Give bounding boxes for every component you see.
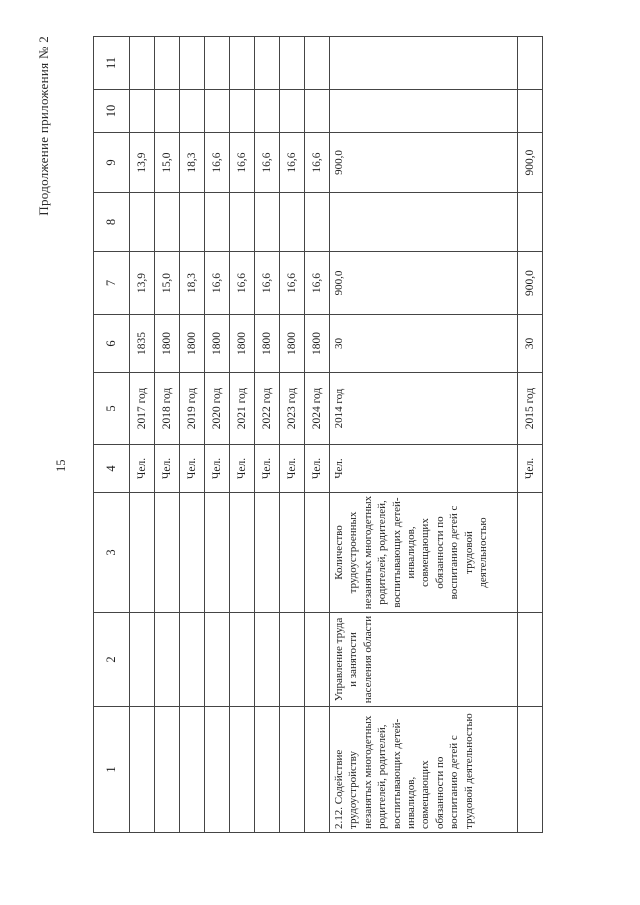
table-cell: [205, 37, 230, 90]
table-cell: Управление труда и занятости населения области: [330, 613, 518, 707]
table-cell: [230, 37, 255, 90]
table-cell: [280, 37, 305, 90]
column-number-cell: 5: [94, 373, 130, 445]
table-cell: [205, 707, 230, 833]
table-cell: 1800: [280, 315, 305, 373]
table-cell: 13,9: [130, 133, 155, 193]
table-cell: [280, 493, 305, 613]
table-cell: [230, 707, 255, 833]
page-number: 15: [54, 459, 68, 472]
table-body: [130, 37, 543, 833]
table-cell: 1800: [180, 315, 205, 373]
row-measure-2-12: [330, 37, 518, 833]
row-2024: [305, 37, 330, 833]
table-cell: [518, 90, 543, 133]
table-cell: [230, 613, 255, 707]
table-cell: Чел.: [330, 445, 518, 493]
table-cell: 1800: [155, 315, 180, 373]
column-number-cell: 4: [94, 445, 130, 493]
table-cell: Чел.: [130, 445, 155, 493]
table-cell: [180, 613, 205, 707]
table-cell: [230, 193, 255, 252]
table-cell: 16,6: [230, 133, 255, 193]
table-cell: 1800: [255, 315, 280, 373]
table-cell: [518, 707, 543, 833]
table-cell: [155, 193, 180, 252]
row-2021: [230, 37, 255, 833]
table-cell: 2020 год: [205, 373, 230, 445]
table-cell: [180, 193, 205, 252]
table-cell: [305, 613, 330, 707]
table-cell: [330, 90, 518, 133]
table-cell: [205, 193, 230, 252]
table-cell: 2.12. Содействие трудоустройству незанятых многодетных родителей, родителей, воспитывающих детей-инвалидов, совмещающих обязанности по воспитанию детей с трудовой деятельностью: [330, 707, 518, 833]
table-cell: [155, 707, 180, 833]
row-2018: [155, 37, 180, 833]
table-cell: Чел.: [155, 445, 180, 493]
table-cell: [305, 493, 330, 613]
table-cell: Чел.: [205, 445, 230, 493]
table-cell: 1800: [230, 315, 255, 373]
table-cell: [155, 493, 180, 613]
table-cell: 16,6: [280, 133, 305, 193]
table-header: [94, 37, 130, 833]
table-cell: [130, 90, 155, 133]
table-cell: [130, 193, 155, 252]
table-cell: [518, 193, 543, 252]
table-cell: 900,0: [330, 252, 518, 315]
column-number-cell: 7: [94, 252, 130, 315]
table-cell: [180, 90, 205, 133]
column-number-cell: 3: [94, 493, 130, 613]
table-cell: Чел.: [518, 445, 543, 493]
table-cell: 1800: [305, 315, 330, 373]
table-cell: 16,6: [205, 252, 230, 315]
table-cell: [155, 613, 180, 707]
table-cell: Чел.: [305, 445, 330, 493]
table-cell: [130, 37, 155, 90]
table-cell: 2019 год: [180, 373, 205, 445]
table-cell: [305, 37, 330, 90]
table-cell: 16,6: [230, 252, 255, 315]
table-cell: 13,9: [130, 252, 155, 315]
row-2022: [255, 37, 280, 833]
table-cell: [205, 493, 230, 613]
table-cell: [305, 90, 330, 133]
table-cell: 900,0: [518, 252, 543, 315]
table-cell: 2017 год: [130, 373, 155, 445]
table-cell: 2021 год: [230, 373, 255, 445]
table-cell: [518, 493, 543, 613]
column-number-cell: 2: [94, 613, 130, 707]
table-cell: Чел.: [180, 445, 205, 493]
table-cell: Чел.: [230, 445, 255, 493]
table-cell: 15,0: [155, 252, 180, 315]
column-number-row: [94, 37, 130, 833]
measures-table: [93, 36, 543, 833]
table-cell: 1835: [130, 315, 155, 373]
column-number-cell: 6: [94, 315, 130, 373]
table-cell: [230, 493, 255, 613]
table-cell: [255, 193, 280, 252]
table-cell: [280, 90, 305, 133]
row-2015: [518, 37, 543, 833]
table-cell: Чел.: [280, 445, 305, 493]
table-cell: [180, 37, 205, 90]
column-number-cell: 9: [94, 133, 130, 193]
table-cell: 900,0: [518, 133, 543, 193]
table-cell: 1800: [205, 315, 230, 373]
table-cell: [155, 37, 180, 90]
table-cell: 16,6: [255, 252, 280, 315]
table-cell: [280, 707, 305, 833]
table-cell: 16,6: [305, 252, 330, 315]
column-number-cell: 10: [94, 90, 130, 133]
table-cell: [130, 493, 155, 613]
row-2023: [280, 37, 305, 833]
table-cell: [255, 493, 280, 613]
table-cell: [255, 90, 280, 133]
table-cell: 2022 год: [255, 373, 280, 445]
table-cell: 30: [518, 315, 543, 373]
table-cell: [305, 707, 330, 833]
table-cell: [130, 613, 155, 707]
table-cell: 2024 год: [305, 373, 330, 445]
table-cell: 18,3: [180, 252, 205, 315]
table-cell: [205, 613, 230, 707]
table-cell: 2023 год: [280, 373, 305, 445]
table-cell: [180, 493, 205, 613]
table-cell: 16,6: [255, 133, 280, 193]
table-cell: 16,6: [305, 133, 330, 193]
column-number-cell: 8: [94, 193, 130, 252]
row-2019: [180, 37, 205, 833]
table-cell: [255, 37, 280, 90]
table-cell: 16,6: [280, 252, 305, 315]
table-cell: [330, 193, 518, 252]
appendix-note: Продолжение приложения № 2: [36, 36, 51, 216]
table-cell: 2018 год: [155, 373, 180, 445]
table-cell: [155, 90, 180, 133]
table-cell: [330, 37, 518, 90]
table-cell: [280, 613, 305, 707]
table-cell: [205, 90, 230, 133]
table-cell: 18,3: [180, 133, 205, 193]
table-cell: [230, 90, 255, 133]
table-cell: 16,6: [205, 133, 230, 193]
table-cell: Чел.: [255, 445, 280, 493]
table-cell: 30: [330, 315, 518, 373]
table-cell: [255, 613, 280, 707]
table-cell: 900,0: [330, 133, 518, 193]
table-cell: 2014 год: [330, 373, 518, 445]
table-cell: 2015 год: [518, 373, 543, 445]
row-2017: [130, 37, 155, 833]
table-cell: [305, 193, 330, 252]
column-number-cell: 11: [94, 37, 130, 90]
table-cell: [130, 707, 155, 833]
column-number-cell: 1: [94, 707, 130, 833]
table-cell: Количество трудоустроенных незанятых многодетных родителей, родителей, воспитывающих детей-инвалидов, совмещающих обязанности по воспитанию детей с трудовой деятельностью: [330, 493, 518, 613]
table-cell: [280, 193, 305, 252]
table-cell: [180, 707, 205, 833]
table-cell: [518, 37, 543, 90]
table-cell: [518, 613, 543, 707]
table-cell: 15,0: [155, 133, 180, 193]
row-2020: [205, 37, 230, 833]
table-cell: [255, 707, 280, 833]
